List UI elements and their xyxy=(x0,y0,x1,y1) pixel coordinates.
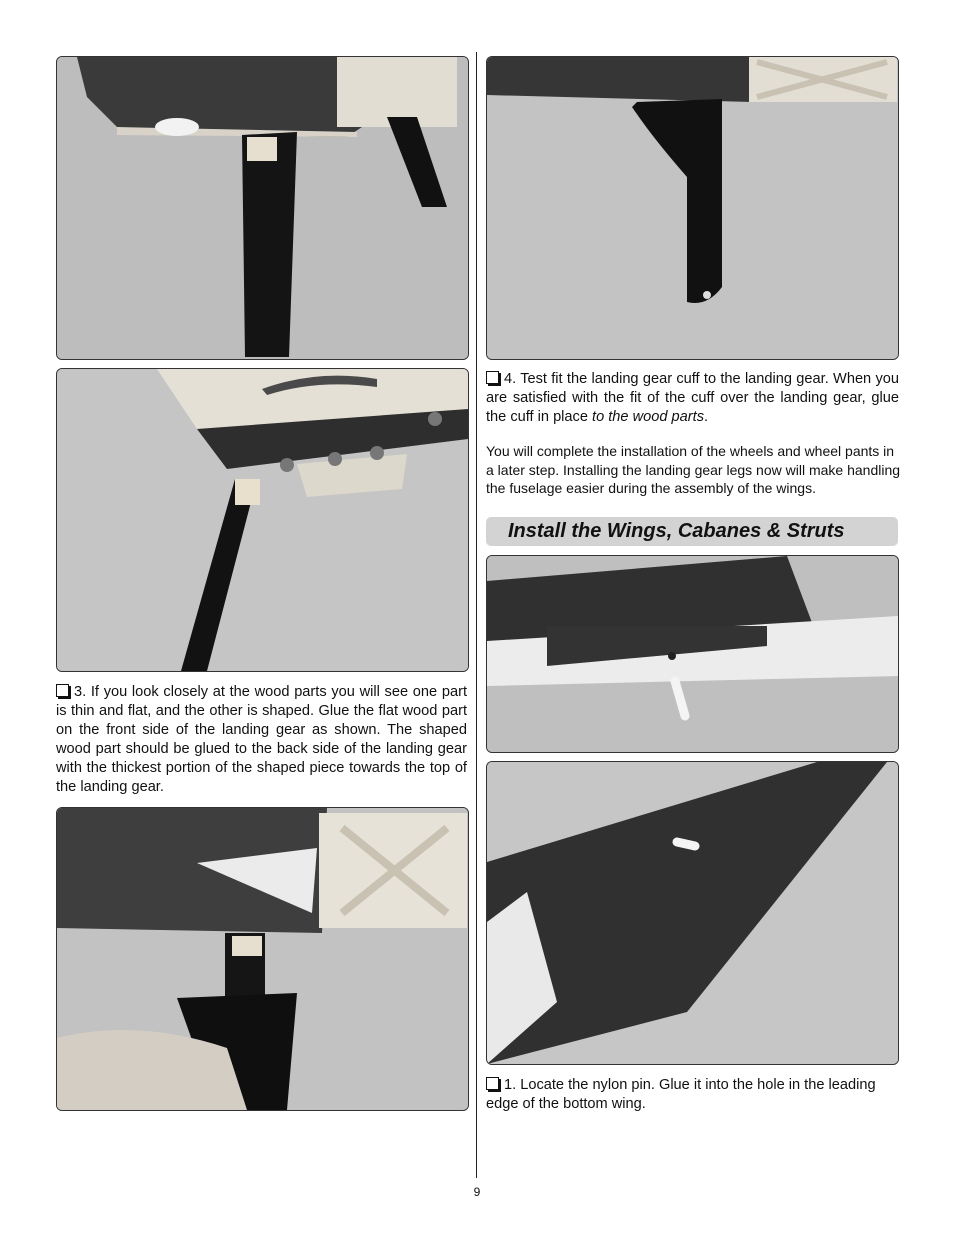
step-1-text: 1. Locate the nylon pin. Glue it into the hole in the leading edge of the bottom wing. xyxy=(486,1077,876,1112)
page-number: 9 xyxy=(473,1185,481,1199)
step-3-text: 3. If you look closely at the wood parts you will see one part is thin and flat, and the other is shaped. Glue the flat wood part on the front side of the landing gear as shown. The shaped wood part should be glued to the back side of the landing gear with the thickest portion of the shaped piece towards the top of the landing gear. xyxy=(56,684,467,795)
photo-landing-gear-cuff xyxy=(56,807,469,1111)
photo-landing-gear-side xyxy=(56,56,469,360)
photo-landing-gear-bolts xyxy=(56,368,469,672)
checkbox-icon xyxy=(56,684,69,697)
section-heading-box xyxy=(486,517,898,546)
photo-wing-pin-installed xyxy=(486,761,899,1065)
checkbox-icon xyxy=(486,371,499,384)
section-heading: Install the Wings, Cabanes & Struts xyxy=(508,520,845,542)
column-divider xyxy=(476,52,477,1178)
step-4-text: 4. Test fit the landing gear cuff to the landing gear. When you are satisfied with the fit of the cuff over the landing gear, glue the cuff in place to the wood parts. xyxy=(486,371,899,425)
note-text: You will complete the installation of the wheels and wheel pants in a later step. Installing the landing gear legs now will make handling the fuselage easier during the assembly of the wings. xyxy=(486,443,901,496)
photo-cuff-installed xyxy=(486,56,899,360)
checkbox-icon xyxy=(486,1077,499,1090)
photo-wing-pin xyxy=(486,555,899,753)
